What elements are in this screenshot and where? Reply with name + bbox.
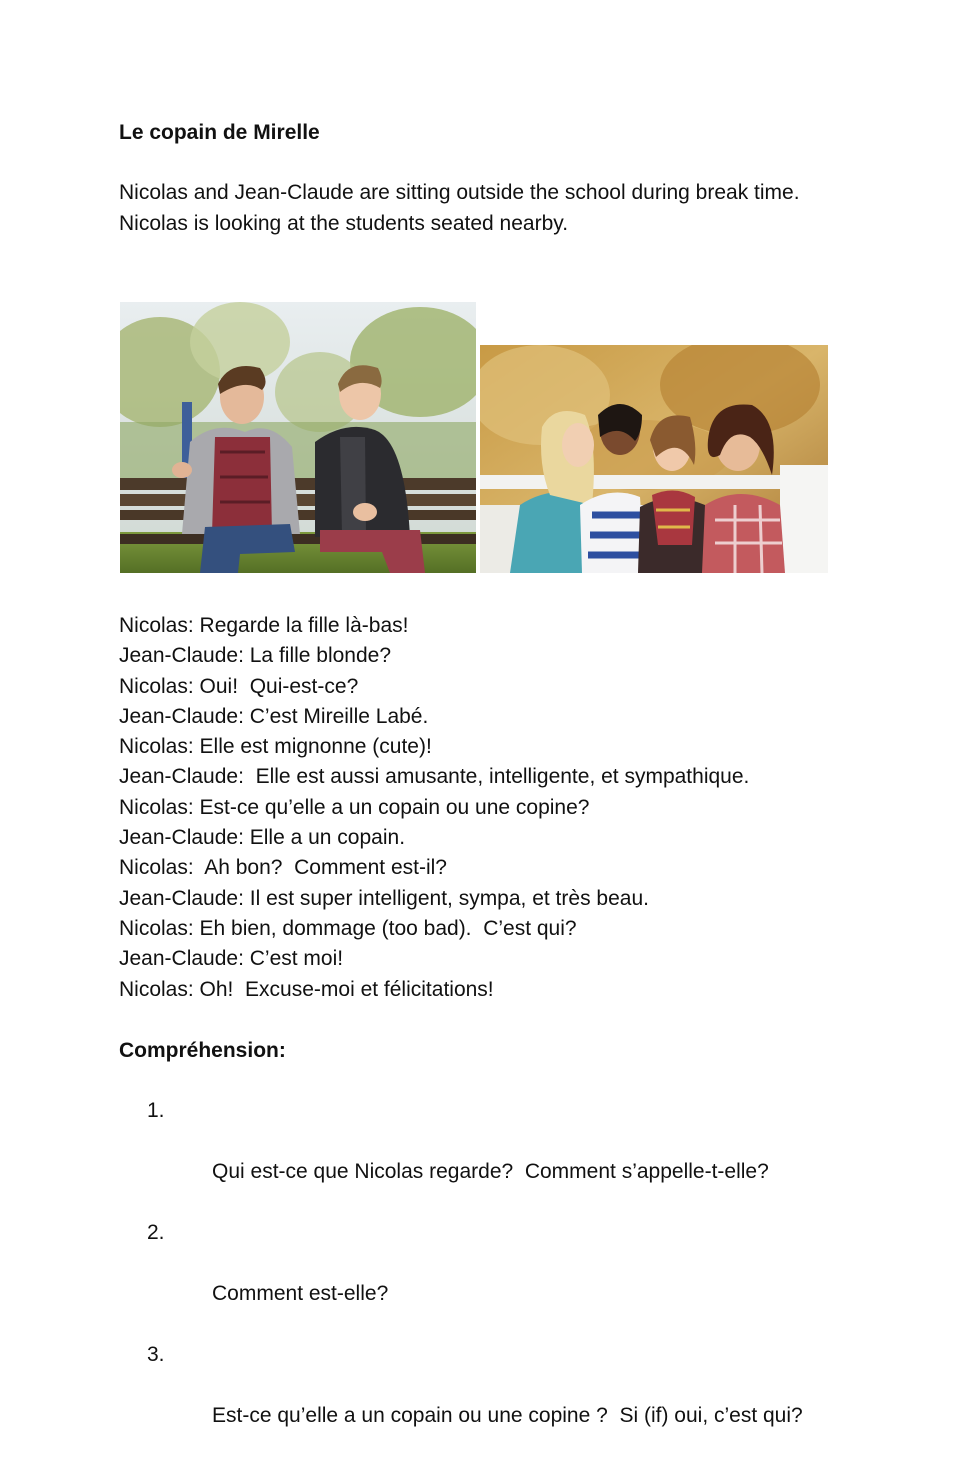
question-item xyxy=(119,1340,879,1462)
dialogue-line: Jean-Claude: C’est moi! xyxy=(119,947,344,971)
four-girls-outdoors-photo xyxy=(480,345,828,573)
question-number: 3. xyxy=(147,1343,165,1366)
dialogue-line: Nicolas: Ah bon? Comment est-il? xyxy=(119,856,447,880)
dialogue-line: Nicolas: Regarde la fille là-bas! xyxy=(119,614,409,637)
document-title: Le copain de Mirelle xyxy=(119,121,320,144)
question-number: 2. xyxy=(147,1221,165,1244)
dialogue-list xyxy=(119,611,879,1005)
dialogue-line: Nicolas: Eh bien, dommage (too bad). C’est qui? xyxy=(119,916,577,940)
question-item xyxy=(119,1096,879,1218)
intro-paragraph: Nicolas and Jean-Claude are sitting outside the school during break time. Nicolas is looking at the students seated nearby. xyxy=(119,181,800,235)
dialogue-line: Jean-Claude: Elle est aussi amusante, intelligente, et sympathique. xyxy=(119,765,750,789)
two-boys-on-bench-photo xyxy=(120,302,476,573)
question-text: Comment est-elle? xyxy=(212,1282,389,1305)
dialogue-line: Jean-Claude: Elle a un copain. xyxy=(119,826,406,850)
question-text: Est-ce qu’elle a un copain ou une copine ? Si (if) oui, c’est qui? xyxy=(212,1404,803,1427)
question-number: 1. xyxy=(147,1099,165,1122)
dialogue-line: Jean-Claude: Il est super intelligent, sympa, et très beau. xyxy=(119,886,649,910)
comprehension-heading: Compréhension: xyxy=(119,1039,286,1062)
dialogue-line: Nicolas: Oui! Qui-est-ce? xyxy=(119,674,359,698)
dialogue-line: Nicolas: Elle est mignonne (cute)! xyxy=(119,735,432,759)
dialogue-line: Jean-Claude: La fille blonde? xyxy=(119,644,392,668)
dialogue-line: Nicolas: Est-ce qu’elle a un copain ou une copine? xyxy=(119,795,590,819)
dialogue-line: Jean-Claude: C’est Mireille Labé. xyxy=(119,704,429,728)
question-item xyxy=(119,1218,879,1340)
dialogue-line: Nicolas: Oh! Excuse-moi et félicitations! xyxy=(119,977,494,1001)
question-text: Qui est-ce que Nicolas regarde? Comment s’appelle-t-elle? xyxy=(212,1160,769,1183)
comprehension-questions xyxy=(119,1096,879,1462)
